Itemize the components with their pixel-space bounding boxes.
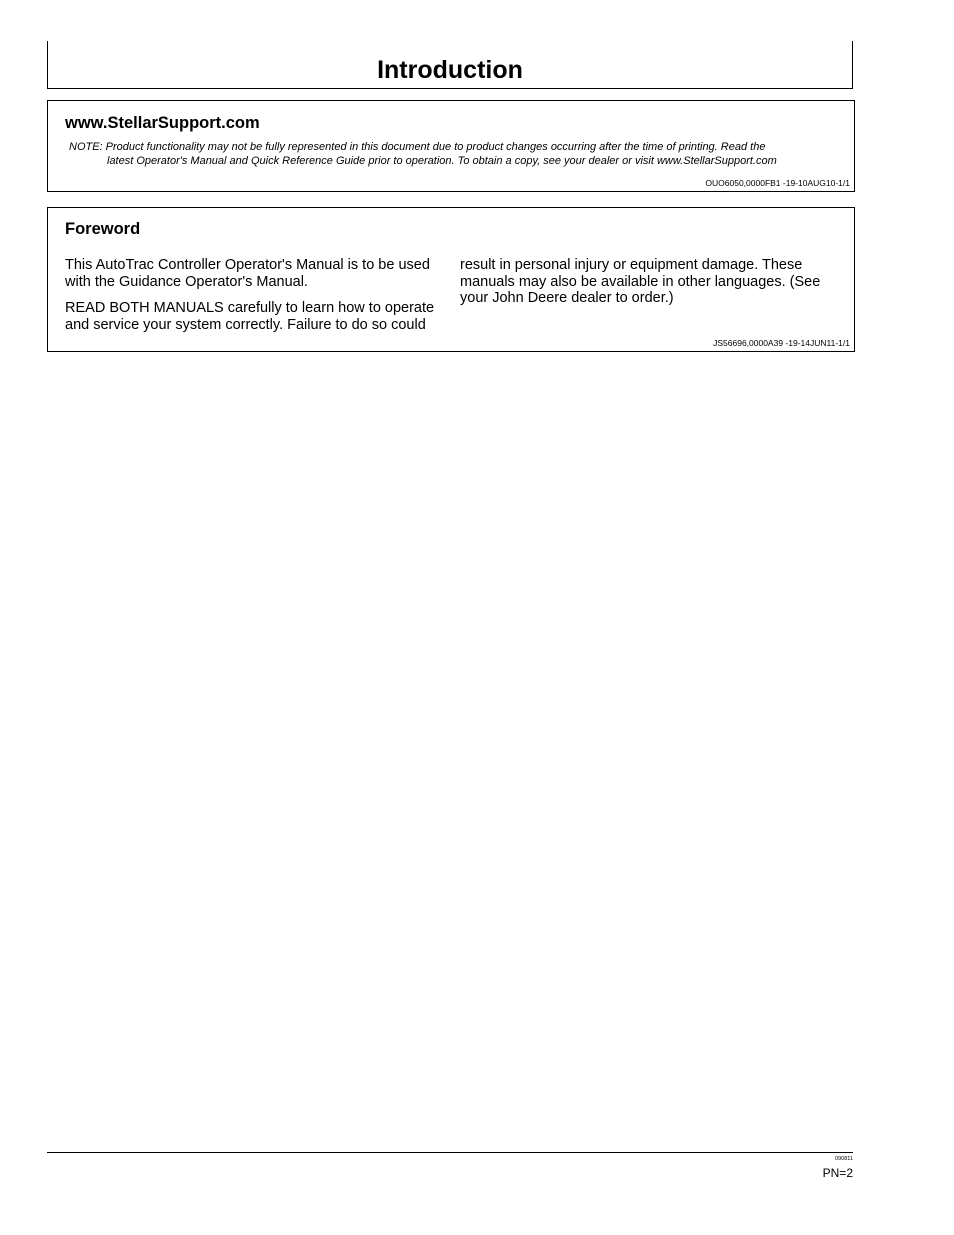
reference-code: OUO6050,0000FB1 -19-10AUG10-1/1: [705, 178, 850, 188]
footer-divider: [47, 1152, 853, 1153]
title-box: [47, 41, 853, 89]
foreword-section: [47, 207, 855, 352]
right-column: [460, 257, 845, 317]
footer-code: 090811: [835, 1156, 853, 1162]
section-heading: www.StellarSupport.com: [65, 114, 260, 132]
reference-code: JS56696,0000A39 -19-14JUN11-1/1: [713, 338, 850, 348]
page-title: Introduction: [377, 56, 523, 84]
left-column: [65, 257, 450, 343]
note-text: [69, 140, 839, 168]
section-heading: Foreword: [65, 220, 141, 238]
paragraph: This AutoTrac Controller Operator's Manual is to be used with the Guidance Operator's Manual.: [65, 257, 430, 290]
note-line: latest Operator's Manual and Quick Reference Guide prior to operation. To obtain a copy, see your dealer or visit www.StellarSupport.com: [107, 155, 777, 167]
stellar-support-section: [47, 100, 855, 192]
paragraph: result in personal injury or equipment damage. These manuals may also be available in other languages. (See your John Deere dealer to order.): [460, 257, 821, 306]
paragraph: READ BOTH MANUALS carefully to learn how to operate and service your system correctly. Failure to do so could: [65, 300, 435, 333]
note-line: NOTE: Product functionality may not be fully represented in this document due to product changes occurring after the time of printing. Read the: [69, 141, 766, 153]
page-number: PN=2: [822, 1166, 853, 1180]
